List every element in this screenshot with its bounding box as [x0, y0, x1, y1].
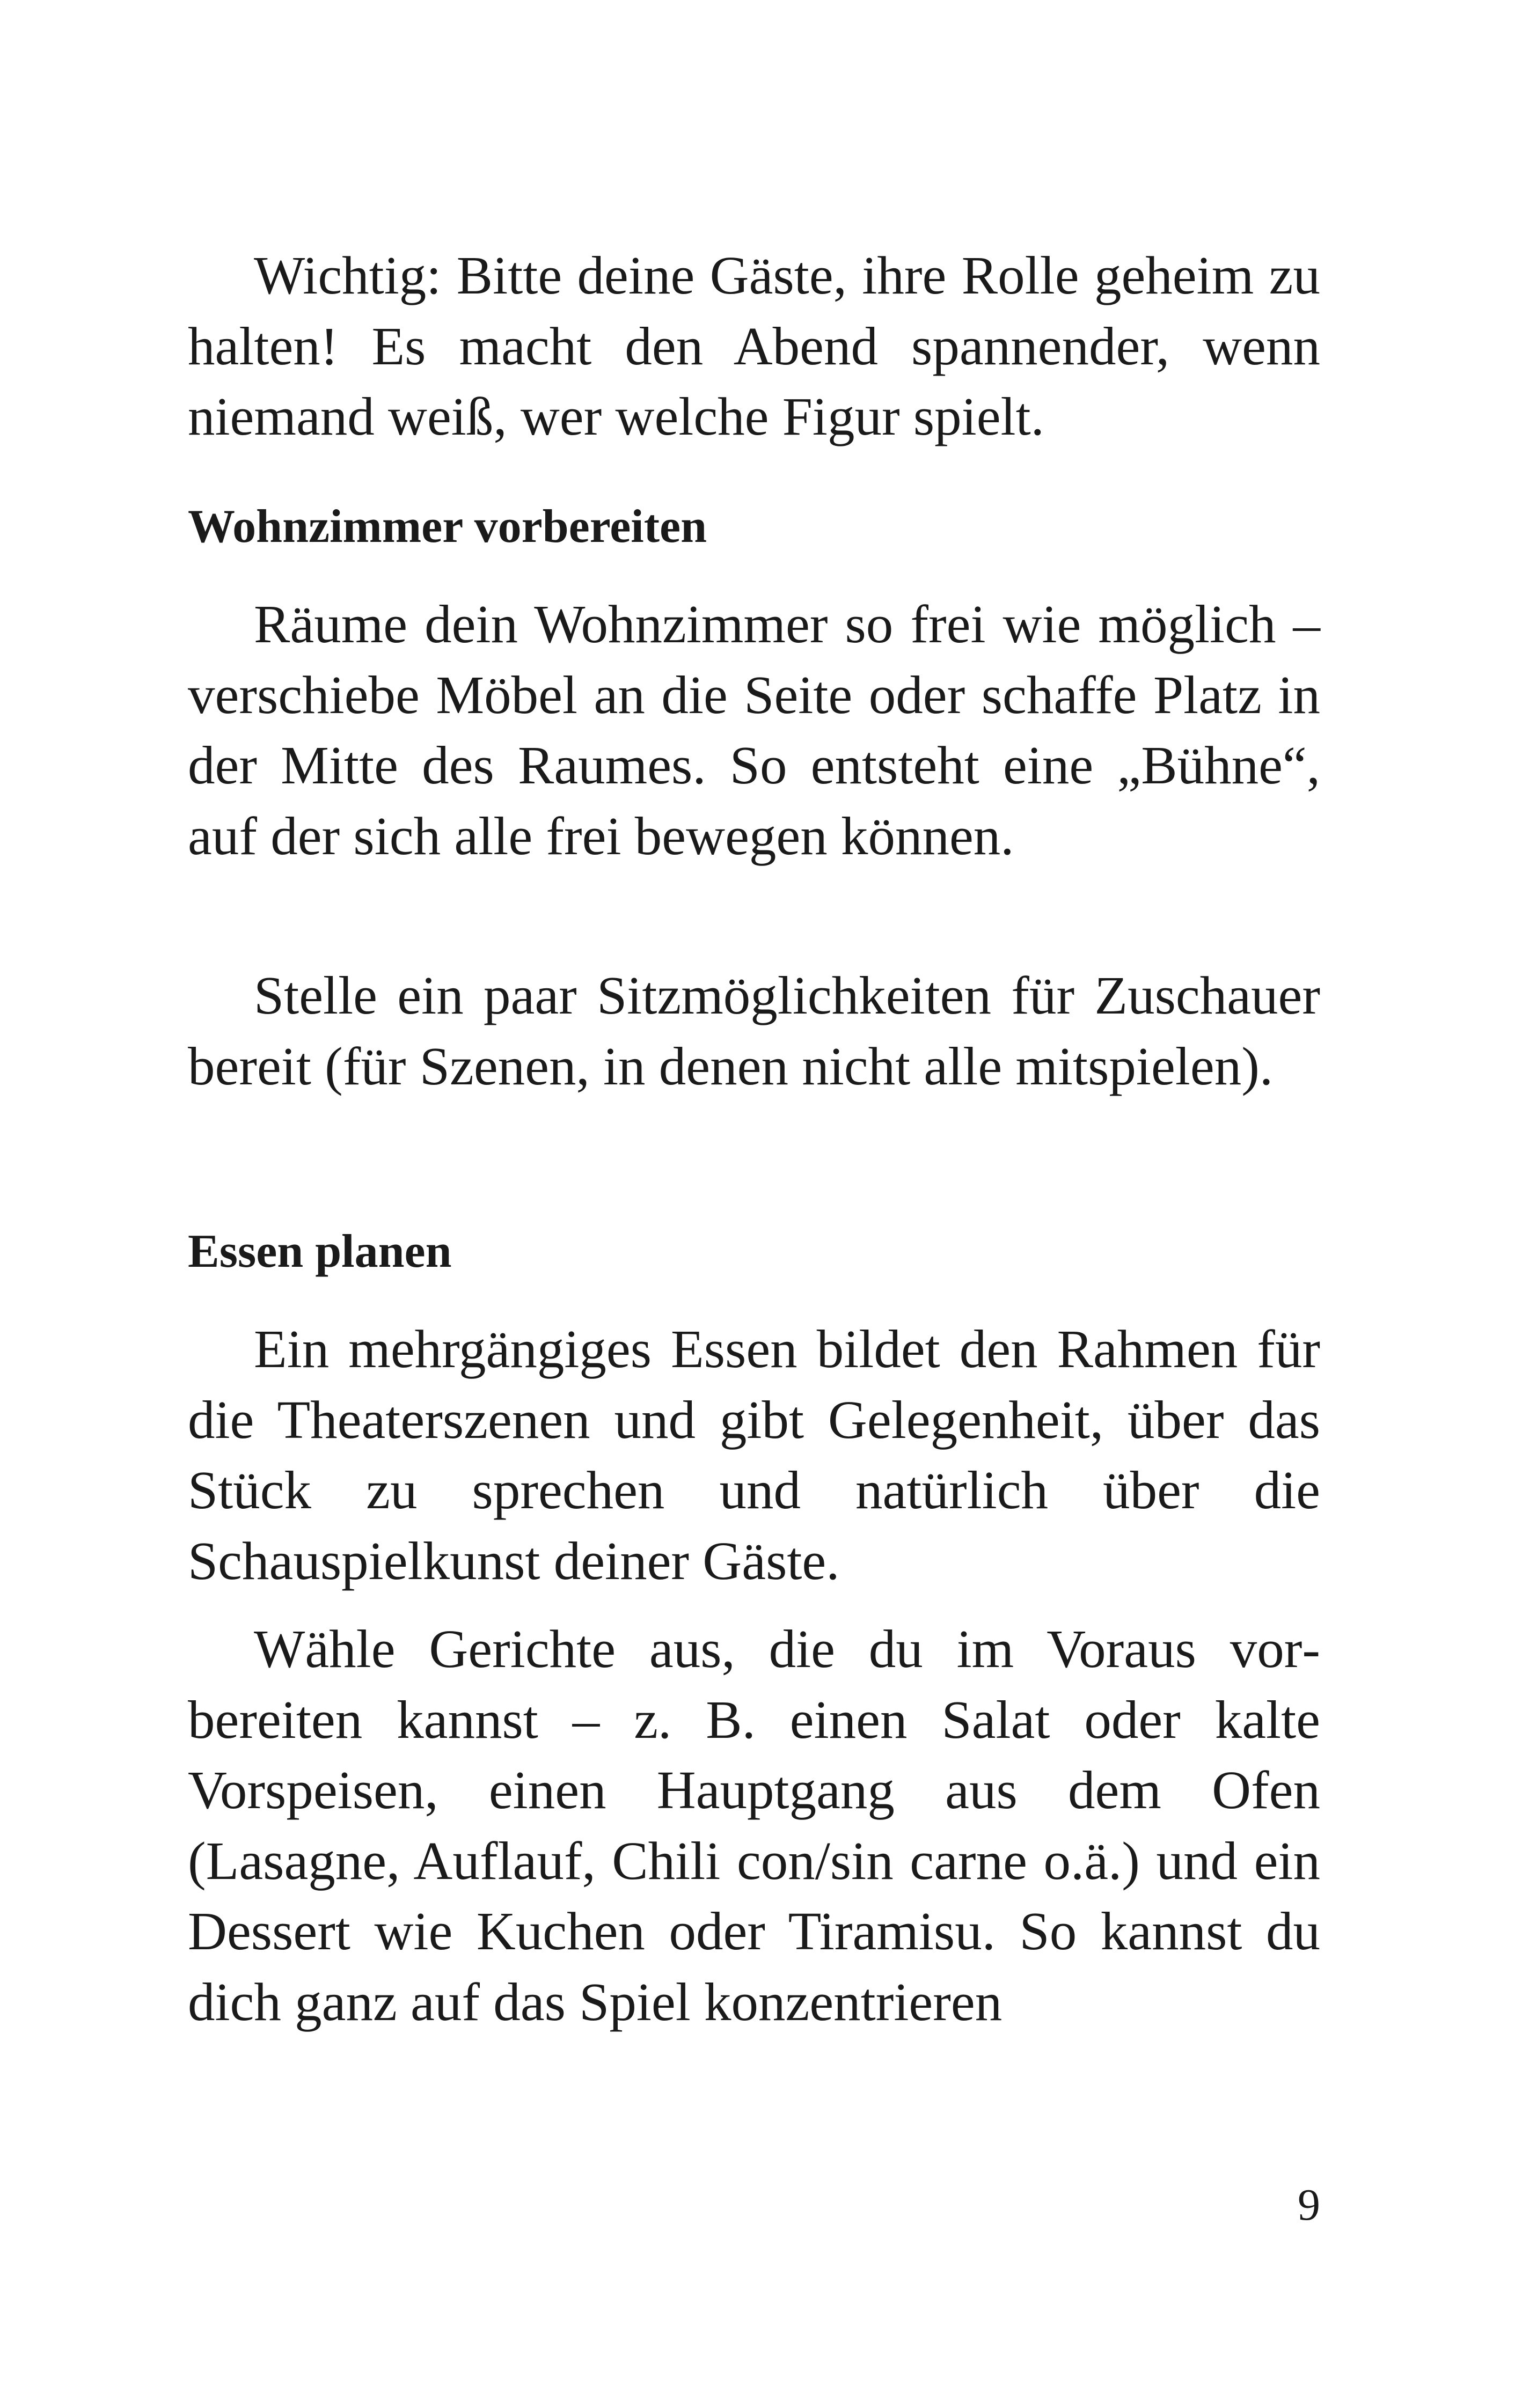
page-number: 9	[1298, 2180, 1320, 2230]
heading-living-room: Wohnzimmer vorbereiten	[188, 501, 707, 553]
intro-paragraph: Wichtig: Bitte deine Gäste, ihre Rolle geheim zu halten! Es macht den Abend spannender, wenn niemand weiß, wer welche Figur spielt.	[188, 245, 1320, 446]
living-room-paragraph-1: Räume dein Wohnzimmer so frei wie möglich – verschiebe Möbel an die Seite oder schaffe Platz in der Mitte des Raumes. So entsteht eine „Bühne“, auf der sich alle frei bewegen können.	[188, 594, 1320, 866]
food-paragraph-2: Wähle Gerichte aus, die du im Voraus vorbereiten kannst – z. B. einen Salat oder kalte Vorspeisen, einen Hauptgang aus dem Ofen (Lasagne, Auflauf, Chili con/sin carne o.ä.) und ein Dessert wie Kuchen oder Tiramisu. So kannst du dich ganz auf das Spiel konzentrieren	[188, 1619, 1320, 2032]
living-room-paragraph-2: Stelle ein paar Sitzmöglichkeiten für Zuschauer bereit (für Szenen, in denen nicht alle mitspielen).	[188, 965, 1320, 1096]
heading-food: Essen planen	[188, 1225, 452, 1278]
food-paragraph-1: Ein mehrgängiges Essen bildet den Rahmen für die Theaterszenen und gibt Gelegenheit, über das Stück zu sprechen und natürlich über die Schauspielkunst deiner Gäste.	[188, 1319, 1320, 1591]
